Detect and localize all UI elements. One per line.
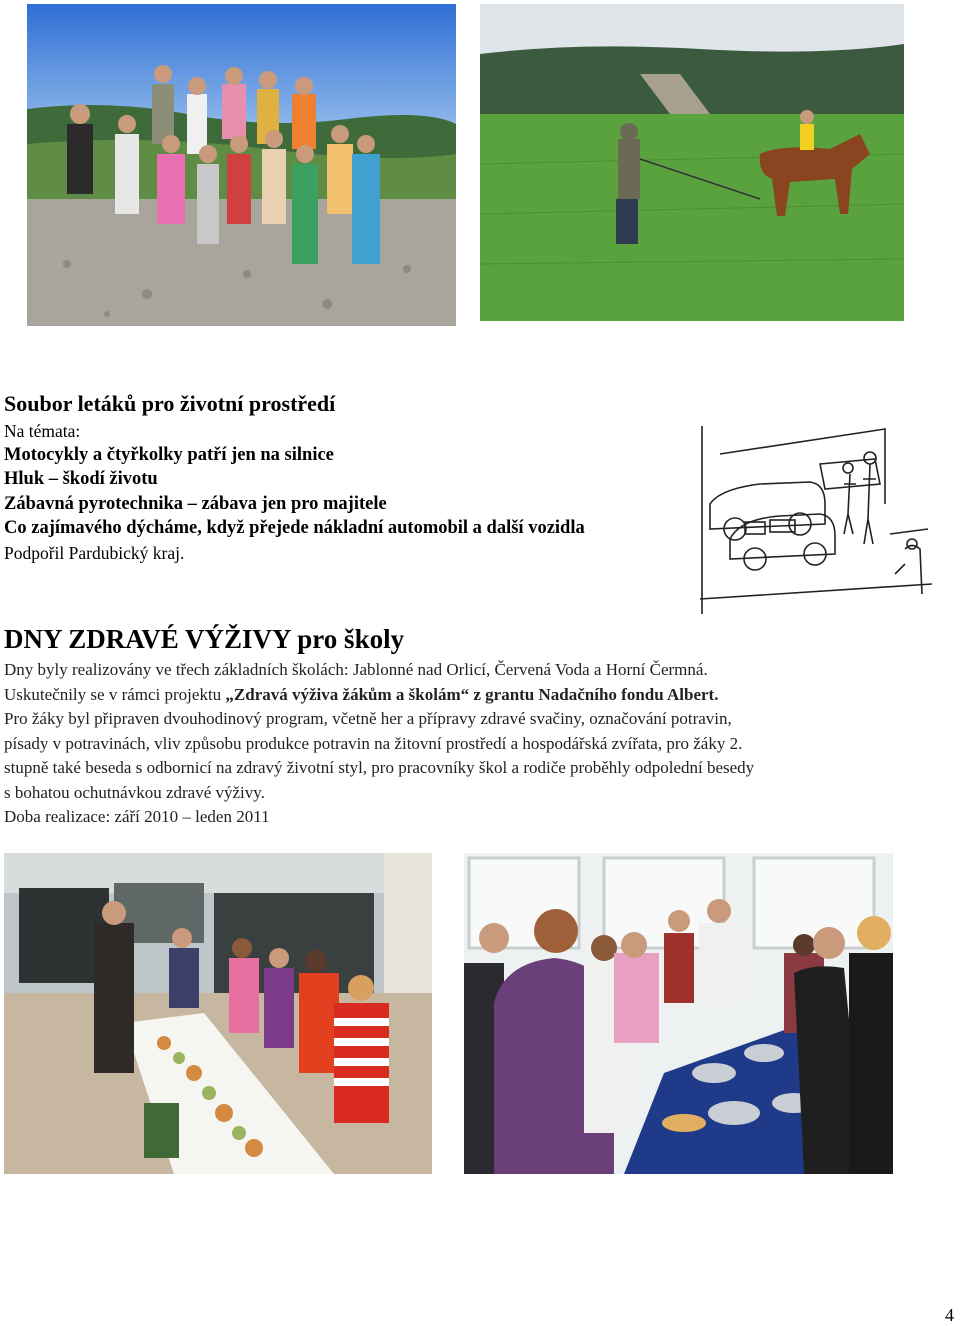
nutrition-project-prefix: Uskutečnily se v rámci projektu xyxy=(4,684,226,704)
nutrition-line xyxy=(4,683,952,708)
nutrition-line: Dny byly realizovány ve třech základních školách: Jablonné nad Orlicí, Červená Voda a Horní Čermná. xyxy=(4,660,708,679)
nutrition-line: písady v potravinách, vliv způsobu produkce potravin na žitovní prostředí a hospodářská zvířata, pro žáky 2. xyxy=(4,733,743,753)
drawing-vehicles-pedestrians xyxy=(700,424,932,617)
leaflet-topic: Hluk – škodí životu xyxy=(4,469,158,489)
leaflet-topic: Motocykly a čtyřkolky patří jen na silnice xyxy=(4,445,334,465)
leaflets-intro: Na témata: xyxy=(4,421,81,441)
nutrition-title: DNY ZDRAVÉ VÝŽIVY pro školy xyxy=(4,624,405,654)
nutrition-period: Doba realizace: září 2010 – leden 2011 xyxy=(4,807,270,826)
nutrition-line: s bohatou ochutnávkou zdravé výživy. xyxy=(4,782,265,802)
photo-kids-kitchen xyxy=(4,853,432,1174)
nutrition-body xyxy=(4,658,952,830)
leaflet-topic: Zábavná pyrotechnika – zábava jen pro majitele xyxy=(4,494,387,514)
page-number: 4 xyxy=(945,1305,954,1325)
nutrition-line: stupně také beseda s odbornicí na zdravý životní styl, pro pracovníky škol a rodiče proběhly odpolední besedy xyxy=(4,758,755,777)
photo-horse-riding xyxy=(480,4,904,321)
leaflet-topic: Co zajímavého dýcháme, když přejede nákladní automobil a další vozidla xyxy=(4,518,585,538)
nutrition-project-name: „Zdravá výživa žákům a školám“ z grantu Nadačního fondu Albert. xyxy=(225,684,719,704)
photo-buffet-tasting xyxy=(464,853,893,1174)
photo-hiking-group xyxy=(27,4,456,326)
nutrition-line: Pro žáky byl připraven dvouhodinový program, včetně her a přípravy zdravé svačiny, označování potravin, xyxy=(4,709,732,728)
leaflets-support: Podpořil Pardubický kraj. xyxy=(4,543,185,563)
leaflets-title: Soubor letáků pro životní prostředí xyxy=(4,391,336,416)
